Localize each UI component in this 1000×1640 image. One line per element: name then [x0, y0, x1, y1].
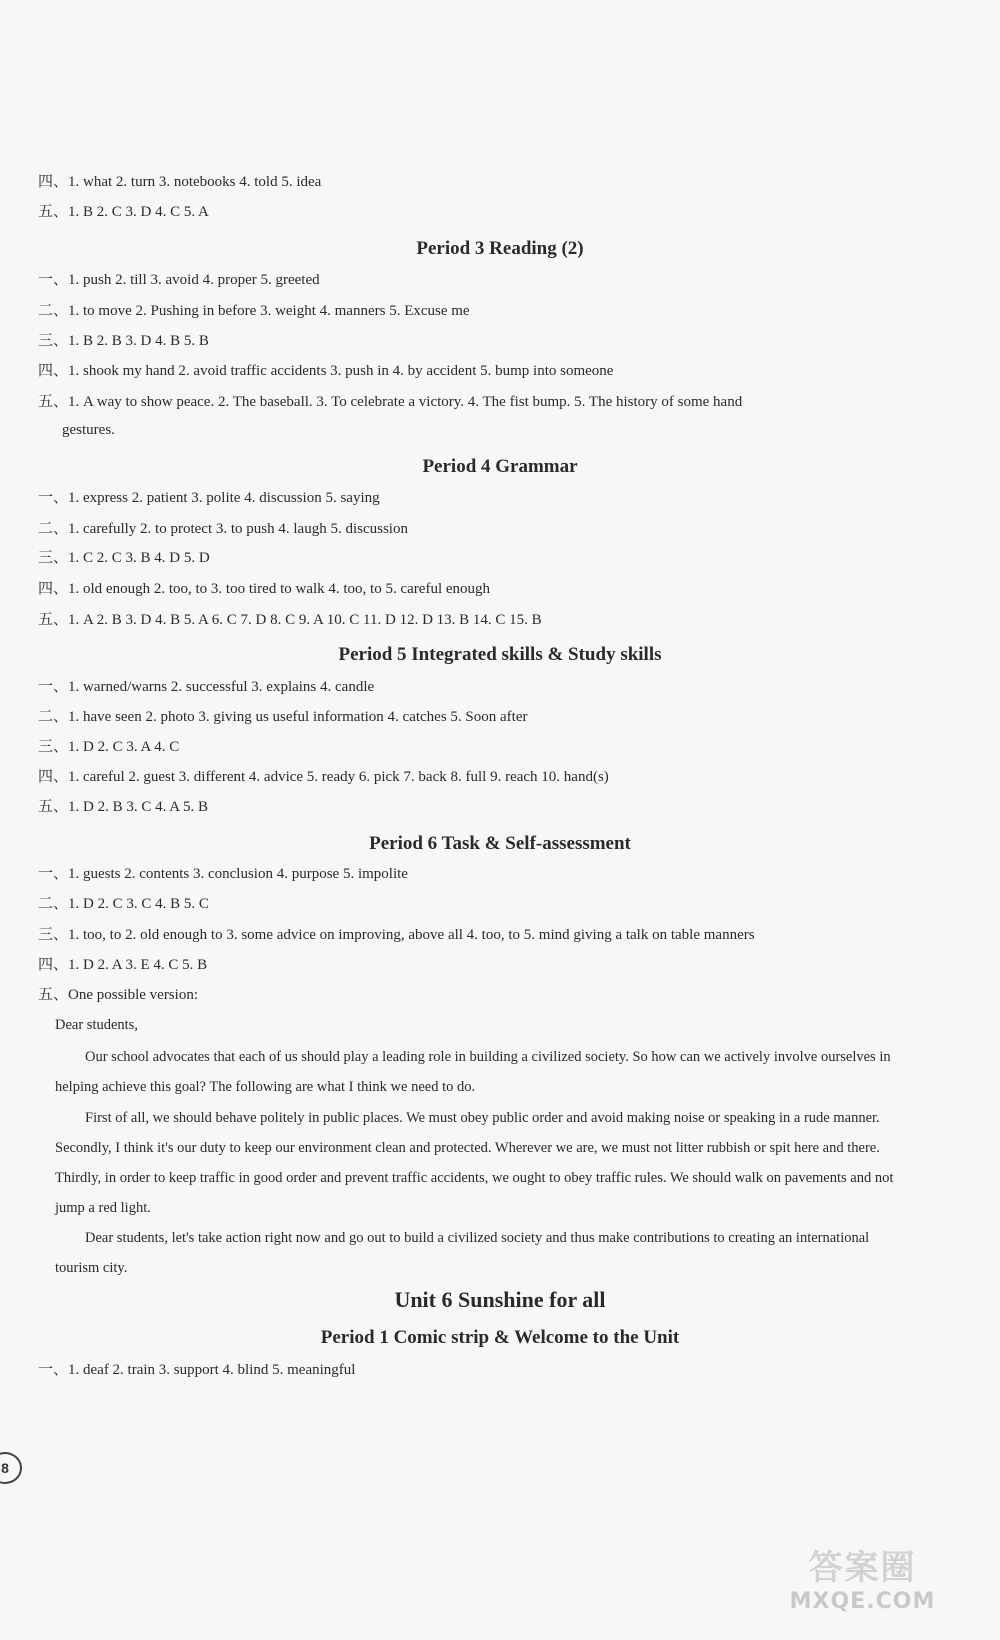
- section-heading: Period 6 Task & Self-assessment: [369, 833, 631, 854]
- unit-heading: Unit 6 Sunshine for all: [394, 1287, 606, 1312]
- watermark-url: MXQE.COM: [789, 1589, 936, 1614]
- letter-paragraph: Our school advocates that each of us should play a leading role in building a civilized society. So how can we actively involve ourselves in helping achieve this goal? The following are what I think we need to do.: [55, 1049, 891, 1095]
- answer-line: 四、1. shook my hand 2. avoid traffic accidents 3. push in 4. by accident 5. bump into someone: [38, 363, 614, 379]
- answer-line: 一、1. warned/warns 2. successful 3. explains 4. candle: [38, 679, 375, 695]
- section-heading: Period 5 Integrated skills & Study skills: [338, 644, 662, 665]
- answer-line: 一、1. deaf 2. train 3. support 4. blind 5. meaningful: [38, 1362, 356, 1378]
- answer-line: 三、1. C 2. C 3. B 4. D 5. D: [38, 550, 210, 566]
- watermark-logo: [770, 1540, 955, 1620]
- letter-paragraph: First of all, we should behave politely in public places. We must obey public order and avoid making noise or speaking in a rude manner. Secondly, I think it's our duty to keep our environment clean and protected. Wherever we are, we must not litter rubbish or spit here and there. Thirdly, in order to keep traffic in good order and prevent traffic accidents, we ought to obey traffic rules. We should walk on pavements and not jump a red light.: [55, 1110, 894, 1216]
- answer-line: 三、1. B 2. B 3. D 4. B 5. B: [38, 333, 209, 349]
- answer-line: 二、1. have seen 2. photo 3. giving us useful information 4. catches 5. Soon after: [38, 709, 528, 725]
- letter-salutation: Dear students,: [55, 1017, 138, 1033]
- answer-line: 一、1. guests 2. contents 3. conclusion 4. purpose 5. impolite: [38, 866, 408, 882]
- section-heading: Period 4 Grammar: [422, 456, 578, 477]
- section-heading: Period 3 Reading (2): [416, 238, 584, 259]
- answer-line: 四、1. careful 2. guest 3. different 4. advice 5. ready 6. pick 7. back 8. full 9. reach 10. hand(s): [38, 769, 609, 785]
- answer-line: 三、1. too, to 2. old enough to 3. some advice on improving, above all 4. too, to 5. mind giving a talk on table manners: [38, 927, 755, 943]
- answer-line: 三、1. D 2. C 3. A 4. C: [38, 739, 180, 755]
- page-number: 8: [0, 1452, 22, 1484]
- section-heading: Period 1 Comic strip & Welcome to the Unit: [320, 1327, 680, 1348]
- answer-line: 二、1. to move 2. Pushing in before 3. weight 4. manners 5. Excuse me: [38, 303, 470, 319]
- answer-line: gestures.: [62, 422, 115, 438]
- watermark-logo-text: 答案圈: [808, 1548, 917, 1588]
- answer-line: 一、1. express 2. patient 3. polite 4. discussion 5. saying: [38, 490, 380, 506]
- answer-line: 五、1. D 2. B 3. C 4. A 5. B: [38, 799, 209, 815]
- answer-line: 五、1. B 2. C 3. D 4. C 5. A: [38, 204, 209, 220]
- answer-line: 二、1. carefully 2. to protect 3. to push 4. laugh 5. discussion: [38, 521, 408, 537]
- answer-line: 一、1. push 2. till 3. avoid 4. proper 5. greeted: [38, 272, 320, 288]
- answer-line: 五、1. A 2. B 3. D 4. B 5. A 6. C 7. D 8. C 9. A 10. C 11. D 12. D 13. B 14. C 15. B: [38, 612, 542, 628]
- answer-line: 五、One possible version:: [38, 987, 198, 1003]
- answer-line: 四、1. what 2. turn 3. notebooks 4. told 5. idea: [38, 174, 322, 190]
- answer-line: 四、1. old enough 2. too, to 3. too tired to walk 4. too, to 5. careful enough: [38, 581, 491, 597]
- answer-line: 五、1. A way to show peace. 2. The baseball. 3. To celebrate a victory. 4. The fist bump. 5. The history of some hand: [38, 394, 743, 410]
- letter-paragraph: Dear students, let's take action right now and go out to build a civilized society and thus make contributions to creating an international tourism city.: [55, 1230, 870, 1276]
- answer-line: 二、1. D 2. C 3. C 4. B 5. C: [38, 896, 209, 912]
- answer-line: 四、1. D 2. A 3. E 4. C 5. B: [38, 957, 208, 973]
